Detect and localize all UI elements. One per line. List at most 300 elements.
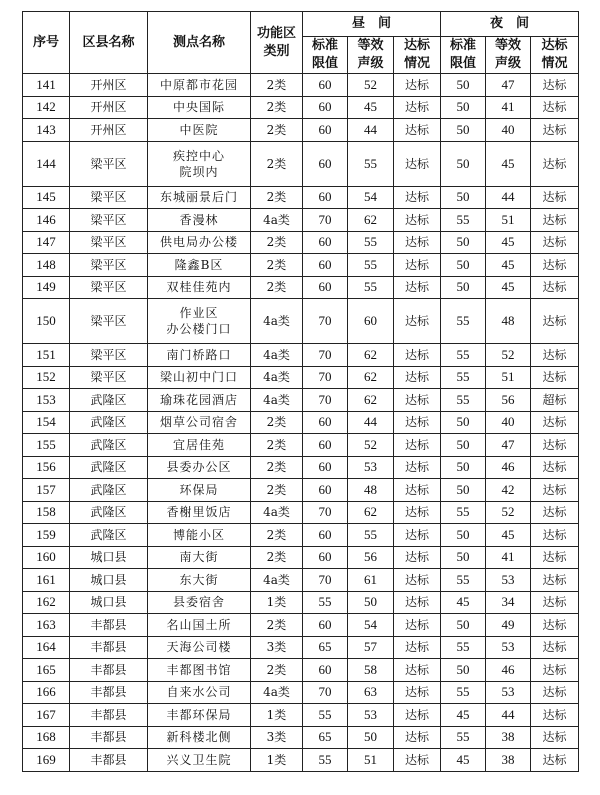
site-name-line: 丰都环保局	[166, 707, 232, 722]
cell-day-level: 62	[348, 389, 394, 412]
cell-site	[148, 479, 251, 502]
header-day-level-label: 等效声级	[357, 38, 384, 71]
table-row	[23, 411, 579, 434]
table-row	[23, 141, 579, 186]
cell-zone: 2类	[251, 96, 303, 119]
cell-night-std: 50	[441, 74, 486, 97]
cell-site	[148, 96, 251, 119]
cell-district: 梁平区	[70, 186, 148, 209]
cell-night-std: 55	[441, 681, 486, 704]
cell-day-std: 60	[303, 186, 348, 209]
cell-night-std: 50	[441, 546, 486, 569]
cell-zone: 2类	[251, 434, 303, 457]
site-name-line: 作业区	[179, 306, 219, 320]
cell-day-status: 达标	[394, 411, 441, 434]
cell-district: 梁平区	[70, 299, 148, 344]
site-name-line: 环保局	[179, 482, 219, 497]
cell-day-level: 53	[348, 456, 394, 479]
cell-night-std: 55	[441, 569, 486, 592]
cell-district: 武隆区	[70, 524, 148, 547]
cell-zone: 2类	[251, 74, 303, 97]
header-district: 区县名称	[70, 12, 148, 74]
cell-night-level: 40	[486, 119, 531, 142]
cell-site	[148, 74, 251, 97]
cell-zone: 2类	[251, 479, 303, 502]
cell-day-status: 达标	[394, 524, 441, 547]
cell-night-status: 达标	[531, 276, 579, 299]
cell-night-status: 达标	[531, 411, 579, 434]
cell-night-level: 51	[486, 366, 531, 389]
cell-night-std: 50	[441, 614, 486, 637]
cell-day-std: 70	[303, 209, 348, 232]
site-name-line: 东城丽景后门	[159, 190, 238, 205]
cell-site	[148, 591, 251, 614]
cell-night-level: 44	[486, 186, 531, 209]
cell-zone: 2类	[251, 141, 303, 186]
cell-day-status: 达标	[394, 254, 441, 277]
header-night-status-label: 达标情况	[541, 38, 568, 71]
site-name-line: 宜居佳苑	[172, 437, 225, 452]
table-row	[23, 344, 579, 367]
site-name-line: 新科楼北侧	[166, 730, 232, 745]
cell-night-std: 55	[441, 726, 486, 749]
cell-night-std: 55	[441, 299, 486, 344]
cell-night-status: 达标	[531, 254, 579, 277]
cell-night-status: 达标	[531, 366, 579, 389]
table-row	[23, 659, 579, 682]
cell-day-level: 48	[348, 479, 394, 502]
cell-night-status: 达标	[531, 749, 579, 772]
cell-night-level: 49	[486, 614, 531, 637]
table-row	[23, 434, 579, 457]
cell-district: 梁平区	[70, 141, 148, 186]
cell-site	[148, 276, 251, 299]
cell-day-std: 70	[303, 569, 348, 592]
cell-zone: 4a类	[251, 209, 303, 232]
cell-night-std: 55	[441, 209, 486, 232]
cell-night-std: 45	[441, 704, 486, 727]
cell-night-std: 50	[441, 254, 486, 277]
cell-day-level: 44	[348, 411, 394, 434]
site-name-line: 名山国土所	[166, 617, 232, 632]
cell-night-status: 达标	[531, 186, 579, 209]
cell-night-std: 55	[441, 636, 486, 659]
cell-day-level: 60	[348, 299, 394, 344]
cell-day-level: 57	[348, 636, 394, 659]
table-row	[23, 119, 579, 142]
cell-day-std: 60	[303, 141, 348, 186]
cell-site	[148, 119, 251, 142]
cell-district: 开州区	[70, 119, 148, 142]
cell-night-status: 达标	[531, 344, 579, 367]
header-day-status	[394, 37, 441, 74]
cell-site	[148, 434, 251, 457]
cell-site	[148, 704, 251, 727]
cell-day-status: 达标	[394, 96, 441, 119]
cell-night-level: 53	[486, 569, 531, 592]
cell-district: 梁平区	[70, 276, 148, 299]
cell-day-status: 达标	[394, 614, 441, 637]
cell-day-level: 44	[348, 119, 394, 142]
cell-night-status: 达标	[531, 681, 579, 704]
noise-monitoring-table	[22, 11, 579, 772]
cell-site	[148, 501, 251, 524]
cell-day-level: 50	[348, 591, 394, 614]
cell-zone: 2类	[251, 411, 303, 434]
cell-day-status: 达标	[394, 569, 441, 592]
site-name-line: 疾控中心	[172, 148, 225, 163]
cell-night-std: 50	[441, 524, 486, 547]
cell-night-status: 达标	[531, 456, 579, 479]
table-row	[23, 74, 579, 97]
cell-seq: 166	[23, 681, 70, 704]
header-seq: 序号	[23, 12, 70, 74]
cell-zone: 2类	[251, 546, 303, 569]
cell-night-status: 达标	[531, 546, 579, 569]
cell-night-status: 达标	[531, 479, 579, 502]
cell-night-level: 51	[486, 209, 531, 232]
cell-day-std: 55	[303, 591, 348, 614]
header-night-status	[531, 37, 579, 74]
cell-night-level: 44	[486, 704, 531, 727]
header-day-level	[348, 37, 394, 74]
cell-zone: 4a类	[251, 344, 303, 367]
cell-night-std: 50	[441, 411, 486, 434]
cell-day-std: 60	[303, 546, 348, 569]
cell-day-level: 45	[348, 96, 394, 119]
cell-site	[148, 344, 251, 367]
cell-night-status: 达标	[531, 231, 579, 254]
cell-day-std: 70	[303, 501, 348, 524]
cell-district: 武隆区	[70, 479, 148, 502]
cell-night-std: 50	[441, 96, 486, 119]
header-day-std	[303, 37, 348, 74]
site-name-line: 丰都图书馆	[166, 662, 232, 677]
noise-monitoring-table-container	[22, 11, 579, 772]
header-zone	[251, 12, 303, 74]
table-header	[23, 12, 579, 74]
header-zone-label: 功能区类别	[257, 25, 297, 59]
cell-site	[148, 366, 251, 389]
cell-day-level: 62	[348, 366, 394, 389]
site-name-line: 天海公司楼	[166, 640, 232, 655]
cell-seq: 165	[23, 659, 70, 682]
cell-day-level: 51	[348, 749, 394, 772]
site-name-line: 香榭里饭店	[166, 505, 232, 520]
cell-night-status: 达标	[531, 119, 579, 142]
cell-site	[148, 749, 251, 772]
site-name-line: 自来水公司	[166, 685, 232, 700]
cell-night-std: 50	[441, 456, 486, 479]
cell-day-level: 53	[348, 704, 394, 727]
cell-night-std: 55	[441, 501, 486, 524]
cell-night-status: 达标	[531, 209, 579, 232]
cell-day-level: 56	[348, 546, 394, 569]
cell-seq: 144	[23, 141, 70, 186]
table-row	[23, 569, 579, 592]
table-row	[23, 276, 579, 299]
cell-district: 武隆区	[70, 411, 148, 434]
cell-zone: 3类	[251, 636, 303, 659]
cell-night-std: 50	[441, 276, 486, 299]
cell-site	[148, 614, 251, 637]
header-day-std-label: 标准限值	[312, 38, 339, 71]
cell-day-std: 60	[303, 276, 348, 299]
cell-district: 武隆区	[70, 389, 148, 412]
cell-day-std: 60	[303, 254, 348, 277]
cell-night-std: 50	[441, 119, 486, 142]
cell-night-level: 45	[486, 276, 531, 299]
table-row	[23, 704, 579, 727]
cell-day-level: 55	[348, 524, 394, 547]
cell-night-status: 达标	[531, 569, 579, 592]
cell-district: 丰都县	[70, 636, 148, 659]
cell-day-status: 达标	[394, 119, 441, 142]
site-name-line: 中医院	[179, 122, 219, 137]
cell-day-status: 达标	[394, 209, 441, 232]
cell-seq: 148	[23, 254, 70, 277]
cell-district: 武隆区	[70, 434, 148, 457]
cell-day-level: 61	[348, 569, 394, 592]
cell-night-status: 达标	[531, 659, 579, 682]
cell-day-std: 60	[303, 434, 348, 457]
cell-day-status: 达标	[394, 276, 441, 299]
cell-seq: 169	[23, 749, 70, 772]
cell-district: 武隆区	[70, 501, 148, 524]
cell-day-level: 55	[348, 276, 394, 299]
cell-day-status: 达标	[394, 141, 441, 186]
table-row	[23, 614, 579, 637]
table-body	[23, 74, 579, 772]
cell-day-std: 65	[303, 636, 348, 659]
site-name-line: 兴义卫生院	[166, 752, 232, 767]
cell-site	[148, 186, 251, 209]
site-name-line: 供电局办公楼	[159, 235, 238, 250]
cell-day-status: 达标	[394, 299, 441, 344]
cell-day-status: 达标	[394, 389, 441, 412]
site-name-line: 县委宿舍	[172, 595, 225, 610]
cell-day-status: 达标	[394, 344, 441, 367]
cell-seq: 143	[23, 119, 70, 142]
cell-day-std: 60	[303, 119, 348, 142]
cell-site	[148, 254, 251, 277]
cell-night-std: 55	[441, 366, 486, 389]
cell-day-status: 达标	[394, 501, 441, 524]
cell-seq: 168	[23, 726, 70, 749]
cell-district: 城口县	[70, 546, 148, 569]
cell-night-status: 达标	[531, 299, 579, 344]
cell-day-status: 达标	[394, 636, 441, 659]
header-site: 测点名称	[148, 12, 251, 74]
cell-day-std: 60	[303, 479, 348, 502]
cell-seq: 152	[23, 366, 70, 389]
table-row	[23, 726, 579, 749]
cell-day-std: 70	[303, 389, 348, 412]
cell-night-std: 50	[441, 659, 486, 682]
cell-day-std: 60	[303, 96, 348, 119]
cell-seq: 159	[23, 524, 70, 547]
cell-night-level: 45	[486, 254, 531, 277]
table-row	[23, 636, 579, 659]
cell-site	[148, 299, 251, 344]
cell-night-status: 达标	[531, 141, 579, 186]
cell-day-level: 52	[348, 74, 394, 97]
cell-night-level: 52	[486, 344, 531, 367]
site-name-line: 瑜珠花园酒店	[159, 392, 238, 407]
cell-day-status: 达标	[394, 186, 441, 209]
cell-night-level: 41	[486, 546, 531, 569]
cell-night-std: 50	[441, 434, 486, 457]
cell-seq: 149	[23, 276, 70, 299]
table-row	[23, 546, 579, 569]
cell-site	[148, 659, 251, 682]
cell-day-std: 55	[303, 704, 348, 727]
cell-district: 丰都县	[70, 726, 148, 749]
cell-day-status: 达标	[394, 659, 441, 682]
cell-day-level: 50	[348, 726, 394, 749]
site-name-line: 东大街	[179, 572, 219, 587]
site-name-line: 梁山初中门口	[159, 370, 238, 385]
cell-day-std: 70	[303, 344, 348, 367]
site-name-line: 县委办公区	[166, 460, 232, 475]
cell-seq: 145	[23, 186, 70, 209]
cell-night-std: 45	[441, 749, 486, 772]
table-row	[23, 479, 579, 502]
cell-seq: 153	[23, 389, 70, 412]
cell-night-level: 34	[486, 591, 531, 614]
site-name-line: 南大街	[179, 550, 219, 565]
cell-district: 城口县	[70, 569, 148, 592]
cell-site	[148, 231, 251, 254]
cell-zone: 2类	[251, 276, 303, 299]
cell-district: 梁平区	[70, 366, 148, 389]
cell-site	[148, 681, 251, 704]
table-row	[23, 366, 579, 389]
cell-day-status: 达标	[394, 74, 441, 97]
cell-day-level: 58	[348, 659, 394, 682]
cell-night-status: 达标	[531, 524, 579, 547]
cell-night-std: 55	[441, 389, 486, 412]
cell-night-level: 52	[486, 501, 531, 524]
cell-day-level: 54	[348, 186, 394, 209]
cell-zone: 4a类	[251, 366, 303, 389]
cell-district: 丰都县	[70, 704, 148, 727]
cell-seq: 150	[23, 299, 70, 344]
table-row	[23, 96, 579, 119]
cell-day-level: 63	[348, 681, 394, 704]
cell-night-level: 46	[486, 659, 531, 682]
cell-day-std: 70	[303, 681, 348, 704]
site-name-line: 香漫林	[179, 212, 219, 227]
cell-zone: 2类	[251, 456, 303, 479]
cell-night-status: 达标	[531, 591, 579, 614]
cell-night-status: 达标	[531, 614, 579, 637]
cell-day-std: 60	[303, 614, 348, 637]
cell-night-std: 55	[441, 344, 486, 367]
table-row	[23, 524, 579, 547]
cell-seq: 141	[23, 74, 70, 97]
cell-night-status: 达标	[531, 434, 579, 457]
table-row	[23, 186, 579, 209]
cell-day-std: 60	[303, 411, 348, 434]
cell-night-std: 45	[441, 591, 486, 614]
cell-day-status: 达标	[394, 546, 441, 569]
cell-seq: 147	[23, 231, 70, 254]
cell-seq: 160	[23, 546, 70, 569]
cell-day-level: 52	[348, 434, 394, 457]
cell-seq: 167	[23, 704, 70, 727]
cell-seq: 162	[23, 591, 70, 614]
cell-zone: 1类	[251, 704, 303, 727]
cell-district: 梁平区	[70, 209, 148, 232]
site-name-line: 隆鑫B区	[174, 257, 224, 272]
cell-site	[148, 569, 251, 592]
cell-zone: 4a类	[251, 299, 303, 344]
header-day: 昼 间	[303, 12, 441, 37]
site-name-line: 中原都市花园	[159, 77, 238, 92]
cell-seq: 158	[23, 501, 70, 524]
table-row	[23, 591, 579, 614]
cell-day-status: 达标	[394, 231, 441, 254]
table-row	[23, 389, 579, 412]
cell-day-level: 62	[348, 344, 394, 367]
cell-night-level: 45	[486, 141, 531, 186]
cell-seq: 154	[23, 411, 70, 434]
cell-day-std: 70	[303, 366, 348, 389]
cell-day-level: 55	[348, 254, 394, 277]
cell-seq: 146	[23, 209, 70, 232]
table-row	[23, 254, 579, 277]
cell-night-status: 达标	[531, 704, 579, 727]
cell-night-level: 41	[486, 96, 531, 119]
table-row	[23, 299, 579, 344]
cell-day-level: 54	[348, 614, 394, 637]
cell-district: 丰都县	[70, 749, 148, 772]
site-name-line: 博能小区	[172, 527, 225, 542]
site-name-line: 办公楼门口	[166, 322, 232, 336]
cell-night-status: 达标	[531, 636, 579, 659]
cell-zone: 2类	[251, 614, 303, 637]
cell-night-status: 达标	[531, 726, 579, 749]
cell-zone: 2类	[251, 119, 303, 142]
cell-district: 梁平区	[70, 344, 148, 367]
cell-seq: 142	[23, 96, 70, 119]
cell-night-level: 38	[486, 749, 531, 772]
header-night-std	[441, 37, 486, 74]
table-row	[23, 501, 579, 524]
cell-district: 开州区	[70, 96, 148, 119]
cell-district: 开州区	[70, 74, 148, 97]
cell-seq: 151	[23, 344, 70, 367]
cell-night-level: 56	[486, 389, 531, 412]
cell-night-level: 53	[486, 681, 531, 704]
table-row	[23, 456, 579, 479]
cell-day-level: 62	[348, 501, 394, 524]
cell-district: 武隆区	[70, 456, 148, 479]
header-night: 夜 间	[441, 12, 579, 37]
cell-day-status: 达标	[394, 726, 441, 749]
header-day-status-label: 达标情况	[404, 38, 431, 71]
site-name-line: 中央国际	[172, 100, 225, 115]
cell-day-std: 65	[303, 726, 348, 749]
cell-zone: 2类	[251, 254, 303, 277]
cell-night-status: 达标	[531, 501, 579, 524]
cell-seq: 163	[23, 614, 70, 637]
cell-zone: 2类	[251, 659, 303, 682]
cell-night-level: 45	[486, 231, 531, 254]
cell-day-std: 60	[303, 524, 348, 547]
cell-day-status: 达标	[394, 366, 441, 389]
